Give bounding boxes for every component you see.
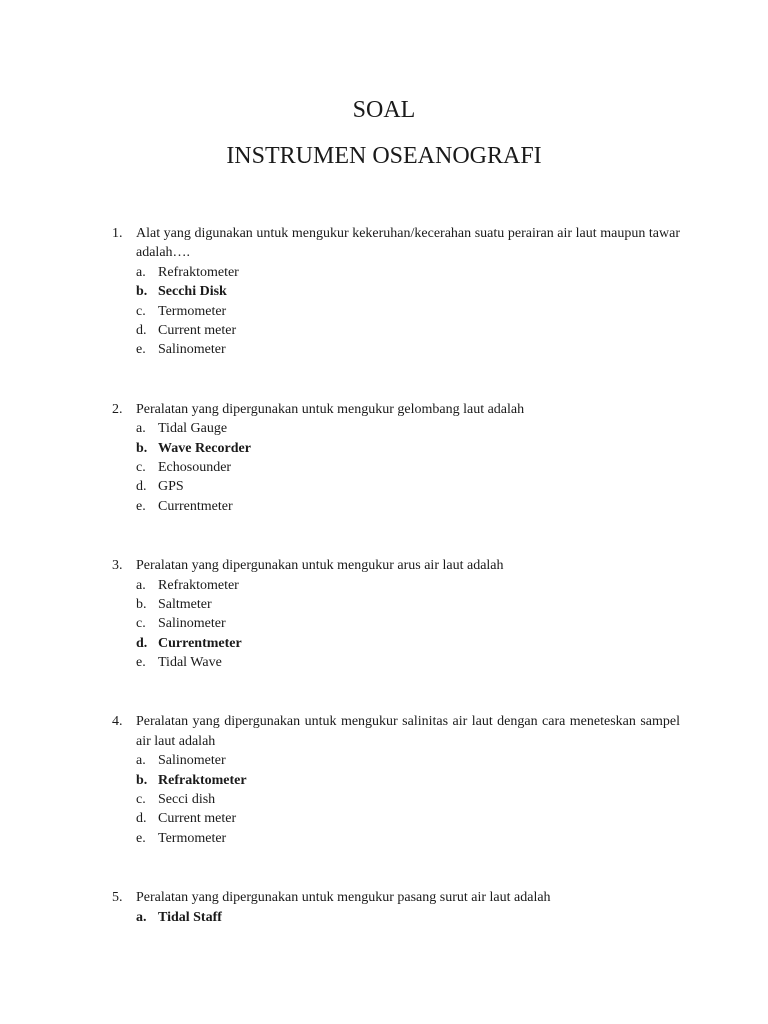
- option-item-correct: [136, 634, 680, 653]
- option-letter: d.: [136, 479, 147, 495]
- question-number: 3.: [112, 558, 123, 574]
- option-text: GPS: [158, 479, 184, 495]
- question-number: 5.: [112, 890, 123, 906]
- option-letter: b.: [136, 440, 148, 456]
- option-item: [136, 302, 680, 321]
- option-letter: c.: [136, 459, 146, 475]
- option-item: [136, 790, 680, 809]
- question-text: Peralatan yang dipergunakan untuk mengukur salinitas air laut dengan cara meneteskan sampel air laut adalah: [136, 714, 680, 749]
- option-item: [136, 458, 680, 477]
- option-text: Saltmeter: [158, 596, 212, 612]
- option-text: Tidal Wave: [158, 655, 222, 671]
- option-item: [136, 419, 680, 438]
- question-number: 1.: [112, 226, 123, 241]
- question-4: [112, 712, 680, 848]
- option-letter: e.: [136, 342, 146, 358]
- option-letter: d.: [136, 635, 148, 651]
- option-letter: c.: [136, 792, 146, 808]
- option-letter: d.: [136, 322, 147, 338]
- option-text: Echosounder: [158, 459, 232, 475]
- option-letter: c.: [136, 303, 146, 319]
- question-text: Peralatan yang dipergunakan untuk mengukur gelombang laut adalah: [136, 401, 525, 417]
- question-text: Alat yang digunakan untuk mengukur kekeruhan/kecerahan suatu perairan air laut maupun tawar adalah….: [136, 226, 680, 261]
- option-letter: e.: [136, 498, 146, 514]
- option-letter: a.: [136, 421, 146, 437]
- question-1: [112, 224, 680, 360]
- option-item: [136, 614, 680, 633]
- option-text: Current meter: [158, 322, 237, 338]
- question-5: [112, 888, 680, 927]
- option-item: [136, 263, 680, 282]
- option-text: Secci dish: [158, 792, 216, 808]
- option-letter: b.: [136, 284, 148, 300]
- option-letter: b.: [136, 772, 148, 788]
- option-text: Wave Recorder: [158, 440, 251, 456]
- option-item: [136, 340, 680, 359]
- option-letter: e.: [136, 830, 146, 846]
- option-letter: a.: [136, 753, 146, 769]
- question-list: [112, 224, 680, 927]
- option-text: Salinometer: [158, 616, 226, 632]
- option-item: [136, 595, 680, 614]
- question-number: 2.: [112, 401, 123, 417]
- option-text: Termometer: [158, 303, 227, 319]
- option-text: Tidal Staff: [158, 909, 222, 925]
- option-item: [136, 829, 680, 848]
- option-list: [136, 263, 680, 360]
- question-number: 4.: [112, 714, 123, 730]
- question-2: [112, 400, 680, 516]
- option-item: [136, 809, 680, 828]
- option-list: [136, 751, 680, 848]
- option-item: [136, 751, 680, 770]
- option-item-correct: [136, 282, 680, 301]
- option-text: Salinometer: [158, 342, 226, 358]
- option-list: [136, 576, 680, 673]
- option-letter: c.: [136, 616, 146, 632]
- page-subtitle: INSTRUMEN OSEANOGRAFI: [226, 143, 542, 169]
- option-text: Termometer: [158, 830, 227, 846]
- option-letter: e.: [136, 655, 146, 671]
- option-list: [136, 908, 680, 927]
- question-text: Peralatan yang dipergunakan untuk mengukur pasang surut air laut adalah: [136, 890, 551, 906]
- option-item-correct: [136, 908, 680, 927]
- option-text: Secchi Disk: [158, 284, 227, 300]
- question-text: Peralatan yang dipergunakan untuk mengukur arus air laut adalah: [136, 558, 504, 574]
- question-3: [112, 556, 680, 672]
- option-text: Salinometer: [158, 753, 226, 769]
- option-text: Currentmeter: [158, 635, 242, 651]
- page-title: SOAL: [352, 97, 416, 123]
- option-text: Currentmeter: [158, 498, 233, 514]
- option-text: Tidal Gauge: [158, 421, 228, 437]
- option-text: Refraktometer: [158, 577, 239, 593]
- option-text: Refraktometer: [158, 772, 247, 788]
- option-item: [136, 576, 680, 595]
- option-text: Current meter: [158, 811, 237, 827]
- option-letter: a.: [136, 909, 147, 925]
- option-item: [136, 497, 680, 516]
- option-text: Refraktometer: [158, 264, 239, 280]
- option-item: [136, 477, 680, 496]
- option-letter: d.: [136, 811, 147, 827]
- option-item-correct: [136, 771, 680, 790]
- option-letter: a.: [136, 577, 146, 593]
- option-letter: a.: [136, 264, 146, 280]
- option-item-correct: [136, 439, 680, 458]
- option-letter: b.: [136, 596, 147, 612]
- option-item: [136, 653, 680, 672]
- option-list: [136, 419, 680, 516]
- option-item: [136, 321, 680, 340]
